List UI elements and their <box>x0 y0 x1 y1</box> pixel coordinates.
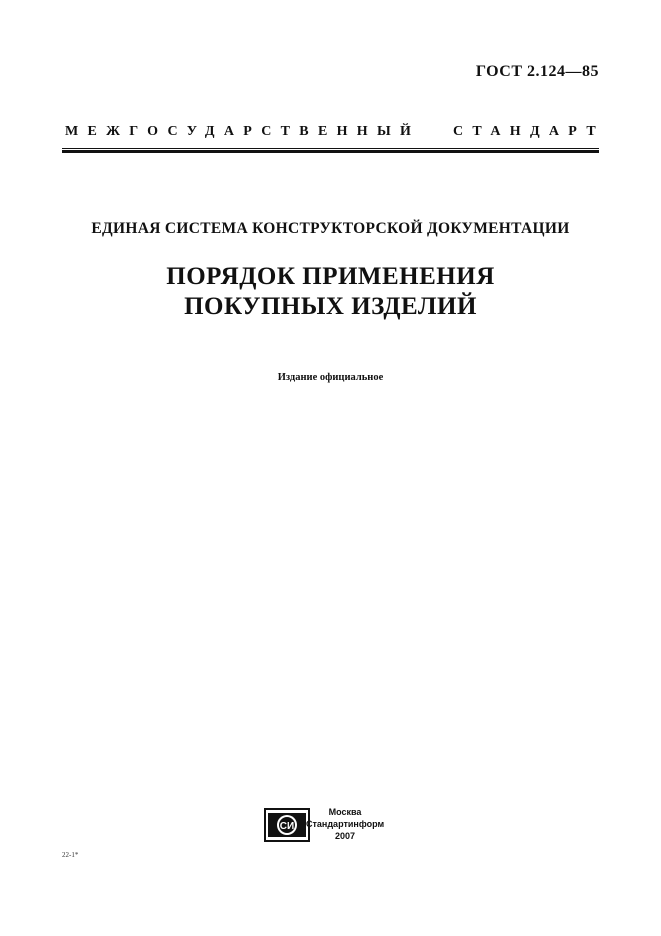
document-number: ГОСТ 2.124—85 <box>475 63 599 80</box>
print-footnote: 22-1* <box>62 851 79 859</box>
logo-graphic <box>264 808 310 842</box>
edition-label: Издание официальное <box>277 372 384 383</box>
header-interstate: МЕЖГОСУДАРСТВЕННЫЙ <box>65 124 421 139</box>
header-rule-thick <box>62 150 599 153</box>
logo-lettering: СИ <box>279 821 295 832</box>
main-title-line-2: ПОКУПНЫХ ИЗДЕЛИЙ <box>184 293 477 320</box>
publisher-city: Москва <box>328 807 362 817</box>
system-title: ЕДИНАЯ СИСТЕМА КОНСТРУКТОРСКОЙ ДОКУМЕНТАЦИИ <box>91 220 570 237</box>
header-rule-thin <box>62 148 599 149</box>
standartinform-logo-icon <box>264 808 310 842</box>
main-title <box>0 262 661 322</box>
main-title-line-1: ПОРЯДОК ПРИМЕНЕНИЯ <box>166 263 495 290</box>
publisher-name: Стандартинформ <box>306 819 385 829</box>
publisher-year: 2007 <box>334 831 356 841</box>
header-standard: СТАНДАРТ <box>453 124 605 139</box>
publisher-block <box>306 806 384 842</box>
